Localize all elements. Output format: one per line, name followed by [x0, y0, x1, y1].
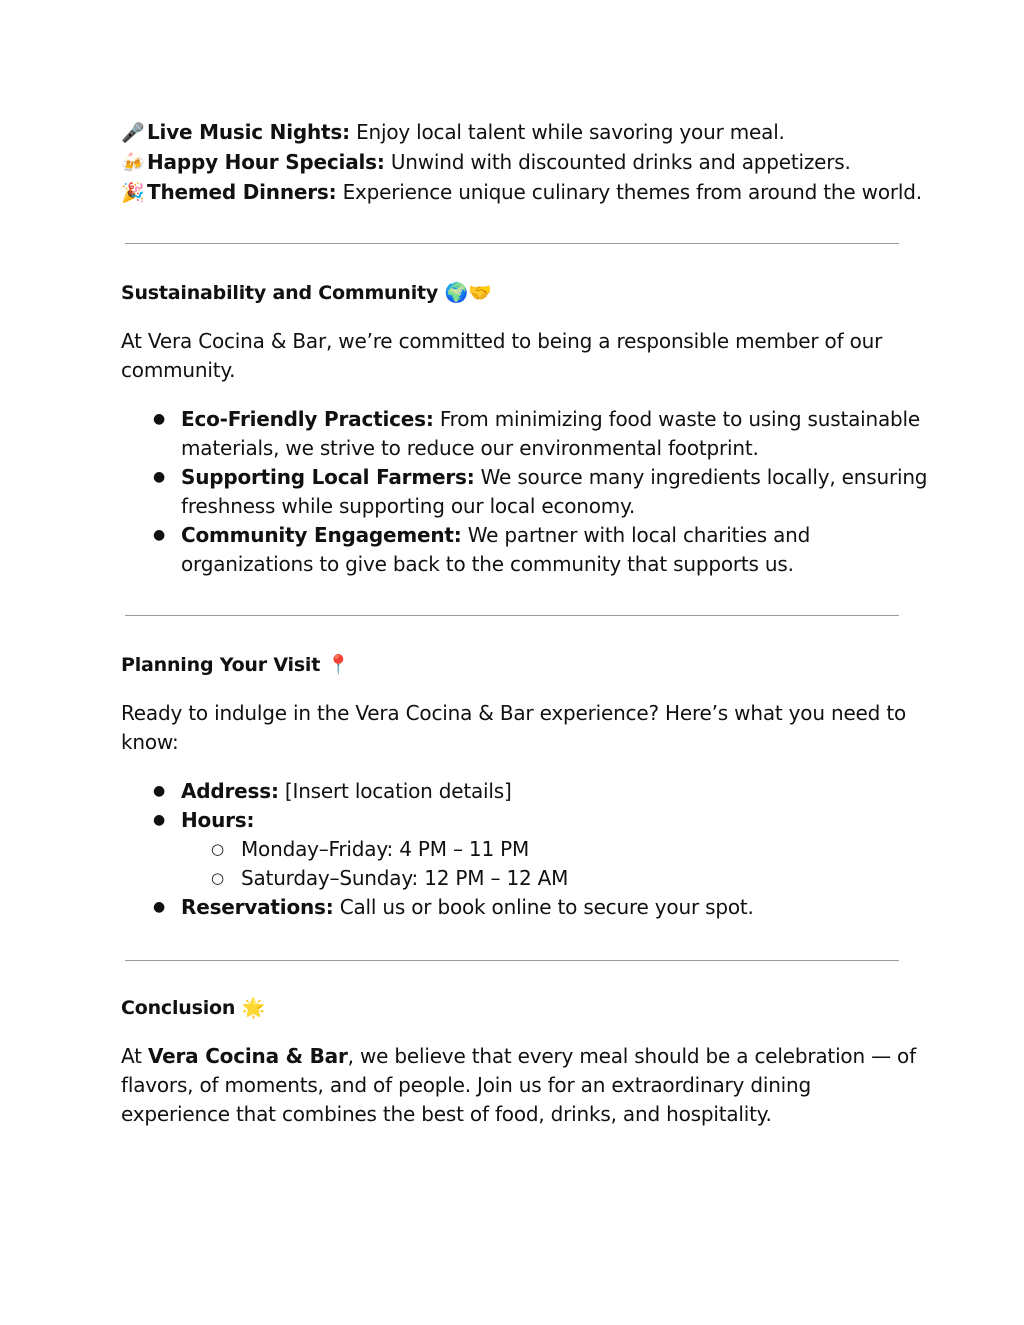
- feature-text: Enjoy local talent while savoring your meal.: [349, 120, 785, 144]
- item-text: freshness while supporting our local economy.: [181, 494, 636, 518]
- sustainability-heading: [121, 279, 491, 307]
- feature-text: Unwind with discounted drinks and appetizers.: [384, 150, 851, 174]
- heading-text: Planning Your Visit: [121, 654, 321, 676]
- conclusion-line: flavors, of moments, and of people. Join us for an extraordinary dining: [121, 1073, 811, 1097]
- item-text: materials, we strive to reduce our environmental footprint.: [181, 436, 759, 460]
- feature-title: Themed Dinners:: [147, 180, 337, 204]
- hours-item: [181, 835, 901, 864]
- beer-mugs-icon: 🍻: [121, 152, 145, 174]
- features-list: [121, 118, 922, 208]
- hollow-bullet-icon: ○: [211, 869, 224, 887]
- sustainability-intro: [121, 327, 901, 385]
- list-item: [121, 521, 901, 579]
- feature-live-music: [121, 118, 901, 148]
- microphone-icon: 🎤: [121, 122, 145, 144]
- intro-line: community.: [121, 358, 236, 382]
- feature-themed-dinners: [121, 178, 922, 208]
- section-divider: [125, 615, 899, 616]
- item-text: organizations to give back to the community that supports us.: [181, 552, 794, 576]
- list-item: [121, 463, 928, 521]
- item-title: Reservations:: [181, 895, 334, 919]
- visit-list: [121, 777, 901, 922]
- restaurant-name: Vera Cocina & Bar: [147, 1044, 348, 1068]
- item-title: Hours:: [181, 808, 255, 832]
- text-span: , we believe that every meal should be a celebration — of: [347, 1044, 916, 1068]
- section-divider: [125, 960, 899, 961]
- visit-heading: [121, 651, 350, 679]
- bullet-icon: ●: [153, 812, 166, 828]
- bullet-icon: ●: [153, 899, 166, 915]
- hours-sublist: [181, 835, 901, 893]
- list-item-hours: [121, 806, 901, 893]
- bullet-icon: ●: [153, 783, 166, 799]
- heading-text: Sustainability and Community: [121, 282, 439, 304]
- hollow-bullet-icon: ○: [211, 840, 224, 858]
- section-divider: [125, 243, 899, 244]
- item-title: Community Engagement:: [181, 523, 462, 547]
- item-text: Call us or book online to secure your spot.: [333, 895, 754, 919]
- list-item-address: [121, 777, 901, 806]
- conclusion-line: experience that combines the best of food, drinks, and hospitality.: [121, 1102, 772, 1126]
- intro-line: At Vera Cocina & Bar, we’re committed to being a responsible member of our: [121, 329, 883, 353]
- text-span: At: [121, 1044, 148, 1068]
- hours-text: Saturday–Sunday: 12 PM – 12 AM: [241, 866, 569, 890]
- visit-intro: [121, 699, 906, 757]
- feature-text: Experience unique culinary themes from around the world.: [336, 180, 922, 204]
- list-item: [121, 405, 920, 463]
- heading-text: Conclusion: [121, 997, 236, 1019]
- party-popper-icon: 🎉: [121, 182, 145, 204]
- item-title: Address:: [181, 779, 279, 803]
- pin-icon: 📍: [326, 654, 351, 676]
- sustainability-list: [121, 405, 928, 579]
- feature-title: Live Music Nights:: [147, 120, 350, 144]
- list-item-reservations: [121, 893, 901, 922]
- conclusion-heading: [121, 994, 265, 1022]
- feature-title: Happy Hour Specials:: [147, 150, 385, 174]
- bullet-icon: ●: [153, 527, 166, 543]
- intro-line: know:: [121, 730, 179, 754]
- item-text: [Insert location details]: [278, 779, 512, 803]
- globe-handshake-icon: 🌍🤝: [444, 282, 492, 304]
- item-title: Eco-Friendly Practices:: [181, 407, 434, 431]
- bullet-icon: ●: [153, 469, 166, 485]
- feature-happy-hour: [121, 148, 901, 178]
- item-text: From minimizing food waste to using sustainable: [433, 407, 920, 431]
- intro-line: Ready to indulge in the Vera Cocina & Bar experience? Here’s what you need to: [121, 701, 906, 725]
- item-text: We source many ingredients locally, ensuring: [474, 465, 928, 489]
- item-text: We partner with local charities and: [461, 523, 811, 547]
- bullet-icon: ●: [153, 411, 166, 427]
- glowing-star-icon: 🌟: [241, 997, 266, 1019]
- hours-text: Monday–Friday: 4 PM – 11 PM: [241, 837, 530, 861]
- conclusion-line: [121, 1042, 916, 1071]
- item-title: Supporting Local Farmers:: [181, 465, 475, 489]
- conclusion-text: [121, 1042, 916, 1129]
- hours-item: [181, 864, 901, 893]
